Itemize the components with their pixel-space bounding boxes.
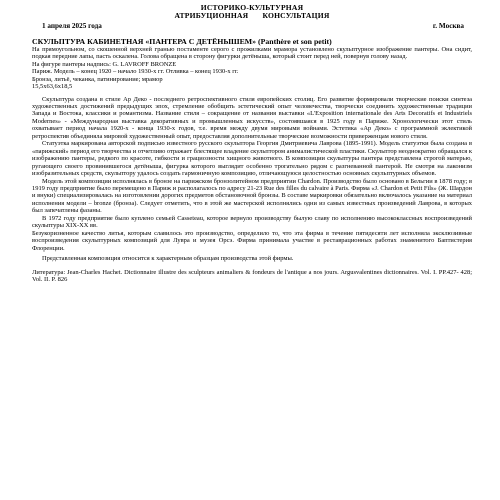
body-paragraph-3: Модель этой композиции исполнялась в бронзе на парижском бронзолитейном предприятии Chardon. Производство было основано в Бельгии в 1878 году; в 1919 году предприятие было перемещено в Париж и располагалось по адресу 21-23 Rue des filles du calvaire à Paris. Фирма «J. Chardon et Petit Fils» (Ж. Шардон и внуки) специализировалась на изготовлении дорогих предметов обстановочной бронзы. В составе маркировки обязательно включалось указание на материал исполнения модели – bronze (бронза). Следует отметить, что в этой же мастерской исполнялись одни из самых известных произведений Лаврова, в которых был запечатлены фазаны. [32,177,472,215]
signature-line: На фигуре пантеры надпись: G. LAVROFF BRONZE [32,60,177,68]
object-title: СКУЛЬПТУРА КАБИНЕТНАЯ «ПАНТЕРА С ДЕТЁНЫШЕМ» (Panthère et son petit) [32,36,332,46]
origin-line: Париж. Модель – конец 1920 – начало 1930-х гг. Отливка – конец 1930-х гг. [32,68,239,76]
header-line-1: ИСТОРИКО-КУЛЬТУРНАЯ [200,3,304,12]
document-city: г. Москва [432,21,464,30]
header-line-2a: АТРИБУЦИОННАЯ [174,11,249,21]
header-line-2 [32,12,472,20]
body-paragraph-1: Скульптура создана в стиле Ар Деко - последнего ретроспективного стиля европейских столиц. Его развитие формировали творческие поиски синтеза художественных достижений предыдущих эпох, стремление обобщить эстетический опыт человечества, творчески соединить художественные традиции Запада и Востока, классики и романтизма. Название стиля – сокращение от названия выставки «L'Exposition internationale des Arts Decoratifs et Industriels Modernes» - «Международная выставка декоративных и промышленных искусств», состоявшаяся в 1925 году в Париже. Хронологически этот стиль охватывает период начала 1920-х - конца 1930-х годов, т.е. время между двумя мировыми войнами. Эстетика «Ар Деко» с программной эклектикой ретроспектив объединяла мировой художественный опыт, предоставляя дополнительные творческие возможности приверженцам нового стиля. [32,95,472,140]
header-line-2b: КОНСУЛЬТАЦИЯ [262,11,330,21]
document-date: 1 апреля 2025 года [42,21,102,30]
body-paragraph-6: Представленная композиция относится к характерным образцам производства этой фирмы. [42,255,294,263]
literature-reference: Литература: Jean-Charles Hachet. Dictionnaire illustre des sculpteurs animaliers & fondeurs de l'antique a nos jours. Argusvalentines dictionnaires. Vol. I. PP.427- 428; Vol. II. P. 826 [32,268,472,283]
body-paragraph-5: Безукоризненное качество литья, которым славилось это производство, определило то, что эта фирма в течение пятидесяти лет исполняла эксклюзивные воспроизведения скульптурных композиций для Лувра и музея Орсэ. Фирма принимала участие в реставрационных работах знаменитого Баптистерия Флоренции. [32,229,472,252]
body-paragraph-4: В 1972 году предприятие было куплено семьей Casseteau, которое вернуло производству былую славу по исполнению высококлассных воспроизведений скульптуры XIX-XX вв. [32,214,472,230]
material-line: Бронза, литьё, чеканка, патинирование; мрамор [32,75,163,83]
dateline [32,22,472,31]
description-paragraph: На прямоугольном, со скошенной верхней гранью постаменте серого с прожилками мрамора установлено скульптурное изображение пантеры. Она сидит, подкая передние лапы, пасть оскалена. Голова обращена в сторону фигурки детёныша, который стоит перед ней, повернув голову назад. [32,45,472,61]
size-line: 15,5х63,6х18,5 [32,83,73,91]
body-paragraph-2: Статуэтка маркирована авторской подписью известного русского скульптора Георгия Дмитриевича Лаврова (1895-1991). Модель статуэтки была создана в «парижский» период его творчества и отчетливо отражает блестящее владение скульптором анималистической пластики. Скульптор неоднократно обращался к изображению пантеры, редкого по красоте, гибкости и грациозности хищного животного. В композиции скульптуры пантера представлена строгой матерью, ругающего своего провинившегося детёныша, фигурка которого выглядит особенно трогательно рядом с разгневанной пантерой. Не смотря на лаконизм изобразительных средств, скульптору удалось создать гармоничную композицию, отличающуюся целостностью основных скульптурных объемов. [32,140,472,178]
